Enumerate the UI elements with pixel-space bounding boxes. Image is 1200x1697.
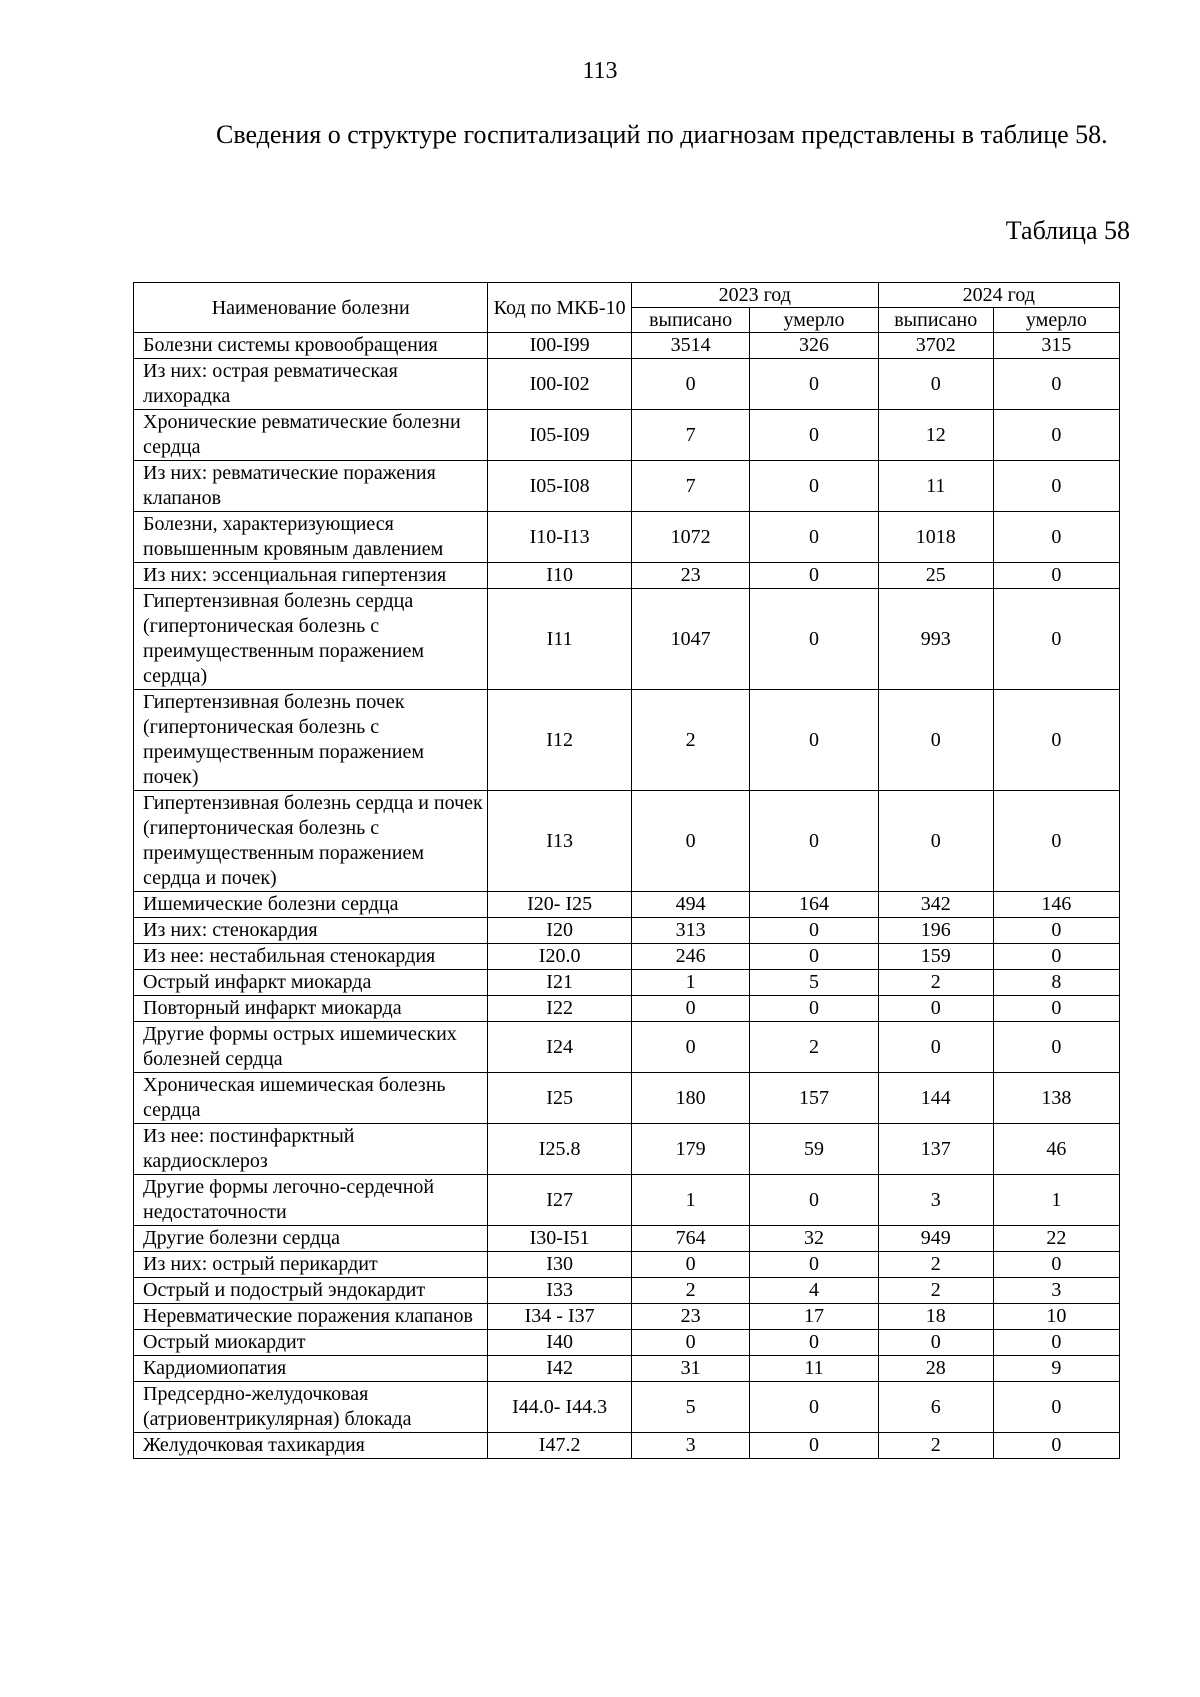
cell-icd-code: I30: [488, 1252, 631, 1278]
cell-disease-name: Другие болезни сердца: [134, 1226, 488, 1252]
table-row: [134, 461, 1120, 512]
cell-disease-name: Ишемические болезни сердца: [134, 892, 488, 918]
cell-icd-code: I05-I09: [488, 410, 631, 461]
cell-died-2024: 22: [993, 1226, 1119, 1252]
cell-disease-name: Неревматические поражения клапанов: [134, 1304, 488, 1330]
table-row: [134, 970, 1120, 996]
header-icd-code: Код по МКБ-10: [488, 283, 631, 333]
intro-paragraph: Сведения о структуре госпитализаций по диагнозам представлены в таблице 58.: [216, 120, 1108, 149]
cell-discharged-2023: 2: [631, 690, 749, 791]
cell-discharged-2023: 0: [631, 359, 749, 410]
cell-discharged-2024: 2: [878, 970, 993, 996]
cell-died-2023: 32: [750, 1226, 878, 1252]
header-year-2024: 2024 год: [878, 283, 1119, 308]
cell-discharged-2024: 2: [878, 1433, 993, 1459]
cell-icd-code: I10-I13: [488, 512, 631, 563]
cell-died-2024: 9: [993, 1356, 1119, 1382]
cell-discharged-2023: 313: [631, 918, 749, 944]
cell-discharged-2023: 179: [631, 1124, 749, 1175]
cell-died-2024: 0: [993, 563, 1119, 589]
header-year-2023: 2023 год: [631, 283, 878, 308]
cell-died-2024: 1: [993, 1175, 1119, 1226]
table-row: [134, 589, 1120, 690]
cell-discharged-2024: 0: [878, 690, 993, 791]
cell-discharged-2024: 2: [878, 1252, 993, 1278]
cell-disease-name: Хроническая ишемическая болезнь сердца: [134, 1073, 488, 1124]
cell-discharged-2024: 0: [878, 996, 993, 1022]
cell-icd-code: I05-I08: [488, 461, 631, 512]
table-row: [134, 1073, 1120, 1124]
cell-icd-code: I24: [488, 1022, 631, 1073]
table-row: [134, 690, 1120, 791]
table-caption: Таблица 58: [1005, 216, 1130, 245]
cell-discharged-2024: 0: [878, 1022, 993, 1073]
cell-icd-code: I00-I02: [488, 359, 631, 410]
cell-died-2023: 0: [750, 996, 878, 1022]
cell-icd-code: I00-I99: [488, 333, 631, 359]
cell-died-2024: 0: [993, 1433, 1119, 1459]
cell-disease-name: Кардиомиопатия: [134, 1356, 488, 1382]
table-row: [134, 512, 1120, 563]
cell-discharged-2024: 137: [878, 1124, 993, 1175]
cell-disease-name: Гипертензивная болезнь сердца и почек (гипертоническая болезнь с преимущественным поражением сердца и почек): [134, 791, 488, 892]
cell-died-2024: 0: [993, 589, 1119, 690]
table-row: [134, 1022, 1120, 1073]
cell-icd-code: I10: [488, 563, 631, 589]
cell-discharged-2023: 3: [631, 1433, 749, 1459]
cell-icd-code: I20.0: [488, 944, 631, 970]
cell-died-2023: 0: [750, 690, 878, 791]
cell-discharged-2024: 18: [878, 1304, 993, 1330]
cell-discharged-2024: 0: [878, 359, 993, 410]
cell-discharged-2024: 196: [878, 918, 993, 944]
cell-discharged-2023: 0: [631, 791, 749, 892]
cell-discharged-2023: 3514: [631, 333, 749, 359]
cell-icd-code: I30-I51: [488, 1226, 631, 1252]
cell-discharged-2023: 23: [631, 1304, 749, 1330]
cell-discharged-2023: 7: [631, 410, 749, 461]
cell-died-2023: 0: [750, 1382, 878, 1433]
cell-discharged-2023: 0: [631, 1022, 749, 1073]
cell-died-2024: 315: [993, 333, 1119, 359]
table-row: [134, 1330, 1120, 1356]
cell-died-2024: 0: [993, 1022, 1119, 1073]
cell-discharged-2023: 1: [631, 1175, 749, 1226]
cell-died-2023: 0: [750, 563, 878, 589]
cell-disease-name: Острый и подострый эндокардит: [134, 1278, 488, 1304]
table-row: [134, 563, 1120, 589]
table-header: [134, 283, 1120, 333]
cell-discharged-2023: 7: [631, 461, 749, 512]
table-row: [134, 1433, 1120, 1459]
cell-died-2024: 0: [993, 461, 1119, 512]
cell-disease-name: Повторный инфаркт миокарда: [134, 996, 488, 1022]
cell-disease-name: Из них: острый перикардит: [134, 1252, 488, 1278]
table-row: [134, 1304, 1120, 1330]
cell-died-2023: 0: [750, 359, 878, 410]
cell-died-2024: 46: [993, 1124, 1119, 1175]
cell-died-2023: 2: [750, 1022, 878, 1073]
cell-died-2023: 0: [750, 461, 878, 512]
cell-discharged-2024: 6: [878, 1382, 993, 1433]
cell-died-2024: 3: [993, 1278, 1119, 1304]
cell-disease-name: Гипертензивная болезнь почек (гипертоническая болезнь с преимущественным поражением почек): [134, 690, 488, 791]
cell-disease-name: Из них: эссенциальная гипертензия: [134, 563, 488, 589]
cell-disease-name: Из них: стенокардия: [134, 918, 488, 944]
cell-discharged-2024: 342: [878, 892, 993, 918]
cell-died-2024: 138: [993, 1073, 1119, 1124]
cell-icd-code: I22: [488, 996, 631, 1022]
cell-died-2023: 0: [750, 1175, 878, 1226]
cell-died-2024: 0: [993, 791, 1119, 892]
table-row: [134, 1382, 1120, 1433]
cell-discharged-2024: 11: [878, 461, 993, 512]
cell-icd-code: I42: [488, 1356, 631, 1382]
cell-disease-name: Болезни системы кровообращения: [134, 333, 488, 359]
cell-disease-name: Предсердно-желудочковая (атриовентрикулярная) блокада: [134, 1382, 488, 1433]
cell-disease-name: Гипертензивная болезнь сердца (гипертоническая болезнь с преимущественным поражением сердца): [134, 589, 488, 690]
cell-died-2023: 4: [750, 1278, 878, 1304]
cell-died-2024: 0: [993, 512, 1119, 563]
cell-discharged-2023: 2: [631, 1278, 749, 1304]
cell-discharged-2023: 0: [631, 1330, 749, 1356]
table-row: [134, 996, 1120, 1022]
cell-disease-name: Болезни, характеризующиеся повышенным кровяным давлением: [134, 512, 488, 563]
cell-died-2023: 157: [750, 1073, 878, 1124]
table-row: [134, 1278, 1120, 1304]
cell-died-2024: 0: [993, 1382, 1119, 1433]
cell-disease-name: Другие формы острых ишемических болезней сердца: [134, 1022, 488, 1073]
cell-died-2023: 59: [750, 1124, 878, 1175]
table-row: [134, 791, 1120, 892]
table-row: [134, 944, 1120, 970]
cell-discharged-2023: 0: [631, 1252, 749, 1278]
cell-disease-name: Хронические ревматические болезни сердца: [134, 410, 488, 461]
table-row: [134, 359, 1120, 410]
cell-discharged-2024: 0: [878, 791, 993, 892]
cell-icd-code: I20- I25: [488, 892, 631, 918]
table-row: [134, 1175, 1120, 1226]
cell-discharged-2023: 1072: [631, 512, 749, 563]
cell-disease-name: Желудочковая тахикардия: [134, 1433, 488, 1459]
cell-icd-code: I21: [488, 970, 631, 996]
cell-icd-code: I13: [488, 791, 631, 892]
cell-disease-name: Из них: острая ревматическая лихорадка: [134, 359, 488, 410]
header-discharged-2023: выписано: [631, 308, 749, 333]
cell-died-2023: 0: [750, 944, 878, 970]
cell-disease-name: Острый инфаркт миокарда: [134, 970, 488, 996]
cell-died-2024: 0: [993, 1252, 1119, 1278]
cell-died-2023: 17: [750, 1304, 878, 1330]
cell-discharged-2024: 1018: [878, 512, 993, 563]
cell-discharged-2024: 3: [878, 1175, 993, 1226]
cell-died-2023: 0: [750, 1330, 878, 1356]
cell-died-2023: 0: [750, 1252, 878, 1278]
cell-died-2024: 146: [993, 892, 1119, 918]
cell-disease-name: Из них: ревматические поражения клапанов: [134, 461, 488, 512]
cell-discharged-2024: 159: [878, 944, 993, 970]
cell-died-2024: 8: [993, 970, 1119, 996]
cell-icd-code: I47.2: [488, 1433, 631, 1459]
cell-discharged-2023: 1047: [631, 589, 749, 690]
table-row: [134, 1226, 1120, 1252]
table-row: [134, 892, 1120, 918]
cell-discharged-2024: 25: [878, 563, 993, 589]
cell-discharged-2023: 23: [631, 563, 749, 589]
cell-icd-code: I44.0- I44.3: [488, 1382, 631, 1433]
table-body: [134, 333, 1120, 1459]
header-discharged-2024: выписано: [878, 308, 993, 333]
cell-died-2023: 164: [750, 892, 878, 918]
cell-died-2024: 10: [993, 1304, 1119, 1330]
cell-discharged-2024: 3702: [878, 333, 993, 359]
hospitalization-table: [133, 282, 1120, 1459]
cell-died-2024: 0: [993, 359, 1119, 410]
cell-disease-name: Из нее: постинфарктный кардиосклероз: [134, 1124, 488, 1175]
cell-discharged-2024: 0: [878, 1330, 993, 1356]
cell-disease-name: Другие формы легочно-сердечной недостаточности: [134, 1175, 488, 1226]
cell-discharged-2024: 144: [878, 1073, 993, 1124]
cell-discharged-2023: 5: [631, 1382, 749, 1433]
cell-discharged-2024: 2: [878, 1278, 993, 1304]
cell-discharged-2023: 246: [631, 944, 749, 970]
cell-died-2023: 0: [750, 512, 878, 563]
cell-icd-code: I40: [488, 1330, 631, 1356]
cell-died-2023: 0: [750, 410, 878, 461]
cell-disease-name: Острый миокардит: [134, 1330, 488, 1356]
cell-icd-code: I25.8: [488, 1124, 631, 1175]
cell-died-2024: 0: [993, 918, 1119, 944]
cell-died-2023: 0: [750, 589, 878, 690]
header-disease-name: Наименование болезни: [134, 283, 488, 333]
cell-died-2023: 11: [750, 1356, 878, 1382]
cell-discharged-2024: 28: [878, 1356, 993, 1382]
cell-discharged-2023: 494: [631, 892, 749, 918]
cell-icd-code: I11: [488, 589, 631, 690]
cell-died-2024: 0: [993, 996, 1119, 1022]
cell-died-2024: 0: [993, 410, 1119, 461]
cell-discharged-2023: 1: [631, 970, 749, 996]
cell-died-2023: 5: [750, 970, 878, 996]
table-row: [134, 1252, 1120, 1278]
header-died-2023: умерло: [750, 308, 878, 333]
cell-icd-code: I12: [488, 690, 631, 791]
table-row: [134, 1124, 1120, 1175]
cell-icd-code: I34 - I37: [488, 1304, 631, 1330]
table-row: [134, 918, 1120, 944]
cell-icd-code: I27: [488, 1175, 631, 1226]
cell-discharged-2023: 180: [631, 1073, 749, 1124]
cell-died-2024: 0: [993, 690, 1119, 791]
cell-discharged-2024: 12: [878, 410, 993, 461]
cell-died-2023: 0: [750, 791, 878, 892]
cell-died-2023: 326: [750, 333, 878, 359]
cell-discharged-2024: 949: [878, 1226, 993, 1252]
cell-discharged-2023: 0: [631, 996, 749, 1022]
cell-died-2023: 0: [750, 1433, 878, 1459]
cell-discharged-2024: 993: [878, 589, 993, 690]
cell-died-2023: 0: [750, 918, 878, 944]
table-row: [134, 1356, 1120, 1382]
cell-icd-code: I25: [488, 1073, 631, 1124]
cell-discharged-2023: 31: [631, 1356, 749, 1382]
cell-died-2024: 0: [993, 944, 1119, 970]
cell-icd-code: I20: [488, 918, 631, 944]
cell-disease-name: Из нее: нестабильная стенокардия: [134, 944, 488, 970]
cell-icd-code: I33: [488, 1278, 631, 1304]
cell-discharged-2023: 764: [631, 1226, 749, 1252]
page-number: 113: [582, 58, 618, 84]
header-died-2024: умерло: [993, 308, 1119, 333]
table-row: [134, 333, 1120, 359]
cell-died-2024: 0: [993, 1330, 1119, 1356]
table-row: [134, 410, 1120, 461]
